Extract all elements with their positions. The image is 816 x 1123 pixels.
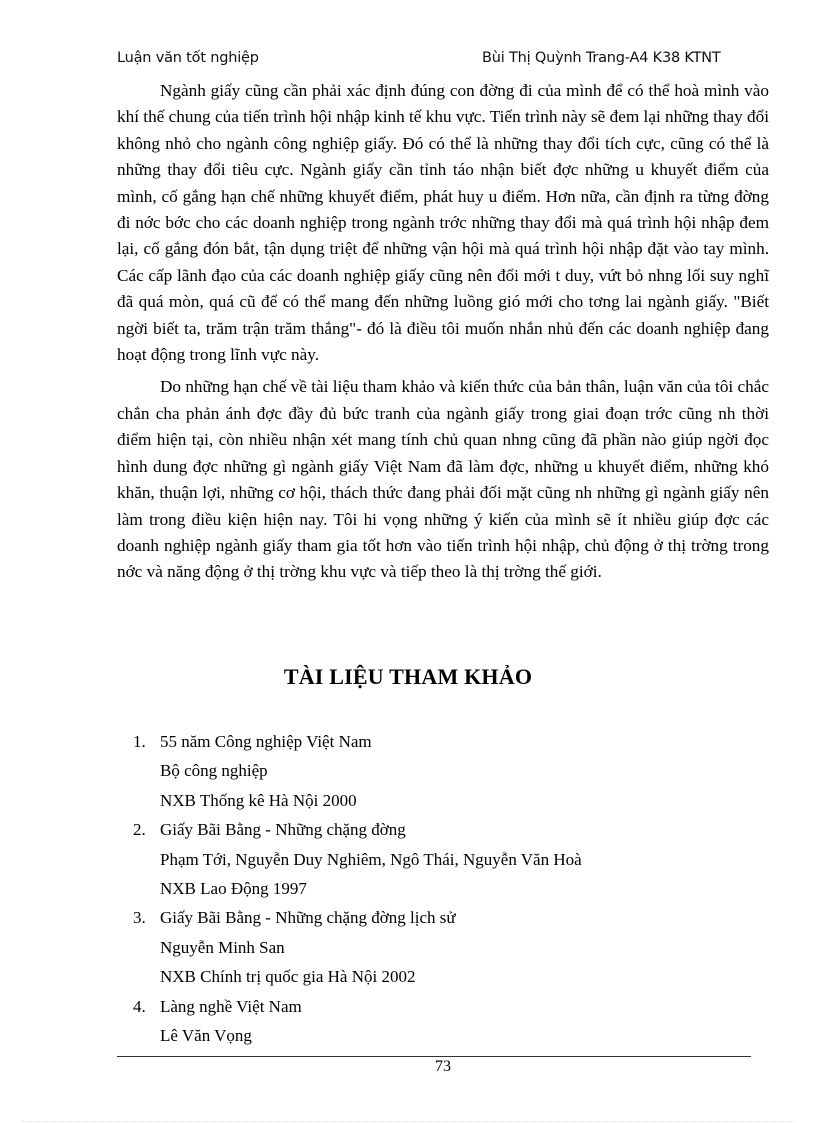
reference-publisher: NXB Lao Động 1997	[160, 879, 307, 899]
reference-publisher: NXB Chính trị quốc gia Hà Nội 2002	[160, 967, 416, 987]
body-paragraph: Ngành giấy cũng cần phải xác định đúng con đờng đi của mình để có thể hoà mình vào khí thế chung của tiến trình hội nhập kinh tế khu vực. Tiến trình này sẽ đem lại những thay đổi không nhỏ cho ngành công nghiệp giấy. Đó có thể là những thay đổi tích cực, cũng có thể là những thay đổi tiêu cực. Ngành giấy cần tỉnh táo nhận biết đợc những u khuyết điểm của mình, cố gắng hạn chế những khuyết điểm, phát huy u điểm. Hơn nữa, cần định ra từng đờng đi nớc bớc cho các doanh nghiệp trong ngành trớc những thay đổi mà quá trình hội nhập đem lại, cố gắng đón bắt, tận dụng triệt để những vận hội mà quá trình hội nhập đặt vào tay mình. Các cấp lãnh đạo của các doanh nghiệp giấy cũng nên đổi mới t duy, vứt bỏ nhng lối suy nghĩ đã quá mòn, quá cũ để có thể mang đến những luồng gió mới cho tơng lai ngành giấy. "Biết ngời biết ta, trăm trận trăm thắng"- đó là điều tôi muốn nhắn nhủ đến các doanh nghiệp đang hoạt động trong lĩnh vực này.	[117, 81, 769, 365]
reference-number: 1.	[133, 732, 146, 751]
reference-list	[133, 727, 753, 1050]
page-number: 73	[435, 1058, 451, 1075]
reference-number: 4.	[133, 996, 146, 1016]
reference-author: Bộ công nghiệp	[160, 761, 268, 781]
footer-divider	[117, 1056, 751, 1057]
running-header-title: Luận văn tốt nghiệp	[117, 50, 259, 66]
reference-title: Làng nghề Việt Nam	[160, 996, 302, 1016]
running-header-author: Bùi Thị Quỳnh Trang-A4 K38 KTNT	[482, 50, 721, 66]
reference-title: Giấy Bãi Bằng - Những chặng đờng	[160, 820, 406, 840]
reference-number: 3.	[133, 908, 146, 928]
references-heading: TÀI LIỆU THAM KHẢO	[283, 664, 533, 689]
body-text	[117, 78, 769, 592]
reference-item	[133, 992, 753, 1051]
page-edge-divider	[22, 1121, 794, 1122]
reference-item	[133, 903, 753, 991]
reference-publisher: NXB Thống kê Hà Nội 2000	[160, 790, 357, 810]
reference-item	[133, 727, 753, 815]
reference-item	[133, 815, 753, 903]
reference-title: Giấy Bãi Bằng - Những chặng đờng lịch sử	[160, 908, 456, 928]
reference-author: Phạm Tới, Nguyễn Duy Nghiêm, Ngô Thái, Nguyễn Văn Hoà	[160, 849, 582, 869]
reference-author: Lê Văn Vọng	[160, 1026, 252, 1046]
reference-number: 2.	[133, 820, 146, 840]
reference-author: Nguyễn Minh San	[160, 937, 285, 957]
reference-title: 55 năm Công nghiệp Việt Nam	[160, 732, 372, 751]
body-paragraph: Do những hạn chế về tài liệu tham khảo và kiến thức của bản thân, luận văn của tôi chắc chắn cha phản ánh đợc đầy đủ bức tranh của ngành giấy trong giai đoạn trớc cũng nh thời điểm hiện tại, còn nhiều nhận xét mang tính chủ quan nhng cũng đã phần nào giúp ngời đọc hình dung đợc những gì ngành giấy Việt Nam đã làm đợc, những u khuyết điểm, những khó khăn, thuận lợi, những cơ hội, thách thức đang phải đối mặt cũng nh những gì ngành giấy nên làm trong điều kiện hiện nay. Tôi hi vọng những ý kiến của mình sẽ ít nhiều giúp đợc các doanh nghiệp ngành giấy tham gia tốt hơn vào tiến trình hội nhập, chủ động ở thị trờng trong nớc và năng động ở thị trờng khu vực và tiếp theo là thị trờng thế giới.	[117, 377, 769, 582]
